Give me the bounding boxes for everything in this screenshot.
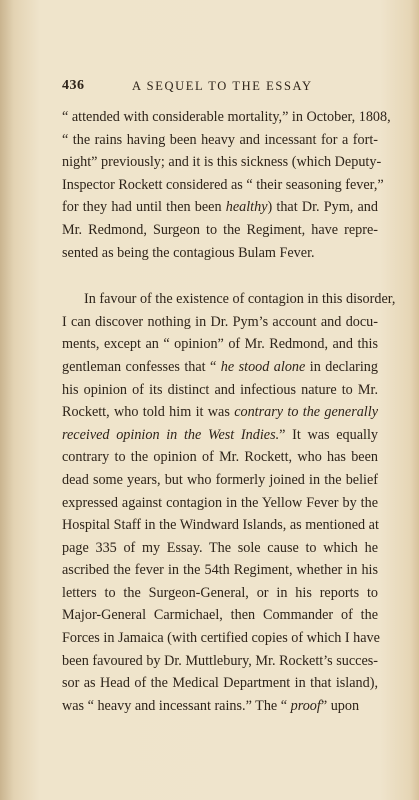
- text-line: expressed against contagion in the Yellow Fever by the: [62, 494, 378, 511]
- text-line: gentleman confesses that “ he stood alone in declaring: [62, 358, 378, 375]
- text-line: “ attended with considerable mortality,” in October, 1808,: [62, 109, 391, 125]
- text-line: I can discover nothing in Dr. Pym’s account and docu-: [62, 313, 378, 330]
- text-line: Forces in Jamaica (with certified copies of which I have: [62, 630, 380, 647]
- paragraph-2: [62, 288, 396, 717]
- text-line: page 335 of my Essay. The sole cause to which he: [62, 539, 378, 556]
- text-line: sented as being the contagious Bulam Fever.: [62, 244, 315, 261]
- text-line: Rockett, who told him it was contrary to the generally: [62, 404, 378, 421]
- text-line: Major-General Carmichael, then Commander of the: [62, 607, 378, 624]
- italic-phrase: he stood alone: [220, 358, 306, 375]
- text-line: Hospital Staff in the Windward Islands, as mentioned at: [62, 517, 379, 534]
- italic-phrase: proof: [290, 697, 321, 714]
- text-line: been favoured by Dr. Muttlebury, Mr. Rockett’s succes-: [62, 652, 378, 669]
- text-line: ments, except an “ opinion” of Mr. Redmond, and this: [62, 336, 378, 353]
- paragraph-1: [62, 106, 391, 264]
- text-line: received opinion in the West Indies.” It was equally: [62, 426, 378, 443]
- text-line: In favour of the existence of contagion in this disorder,: [84, 291, 396, 308]
- page-number: 436: [62, 78, 85, 93]
- italic-phrase: received opinion in the West Indies.: [62, 426, 280, 443]
- text-line: sor as Head of the Medical Department in that island),: [62, 675, 378, 692]
- text-line: for they had until then been healthy) that Dr. Pym, and: [62, 199, 378, 216]
- text-line: letters to the Surgeon-General, or in his reports to: [62, 584, 378, 601]
- page-header: [62, 78, 374, 96]
- text-line: contrary to the opinion of Mr. Rockett, who has been: [62, 449, 378, 466]
- text-line: Inspector Rockett considered as “ their seasoning fever,”: [62, 176, 384, 193]
- text-line: Mr. Redmond, Surgeon to the Regiment, have repre-: [62, 221, 378, 238]
- text-line: ascribed the fever in the 54th Regiment, whether in his: [62, 562, 378, 579]
- text-line: his opinion of its distinct and infectious nature to Mr.: [62, 381, 378, 398]
- italic-phrase: healthy: [225, 199, 268, 216]
- paragraph-spacer: [62, 264, 378, 288]
- text-line: night” previously; and it is this sickness (which Deputy-: [62, 154, 382, 171]
- italic-phrase: contrary to the generally: [234, 404, 378, 421]
- body-text: [62, 106, 396, 717]
- text-line: was “ heavy and incessant rains.” The “ proof” upon: [62, 697, 360, 714]
- text-line: “ the rains having been heavy and incessant for a fort-: [62, 131, 378, 148]
- text-line: dead some years, but who formerly joined in the belief: [62, 471, 378, 488]
- running-head: A SEQUEL TO THE ESSAY: [132, 79, 313, 93]
